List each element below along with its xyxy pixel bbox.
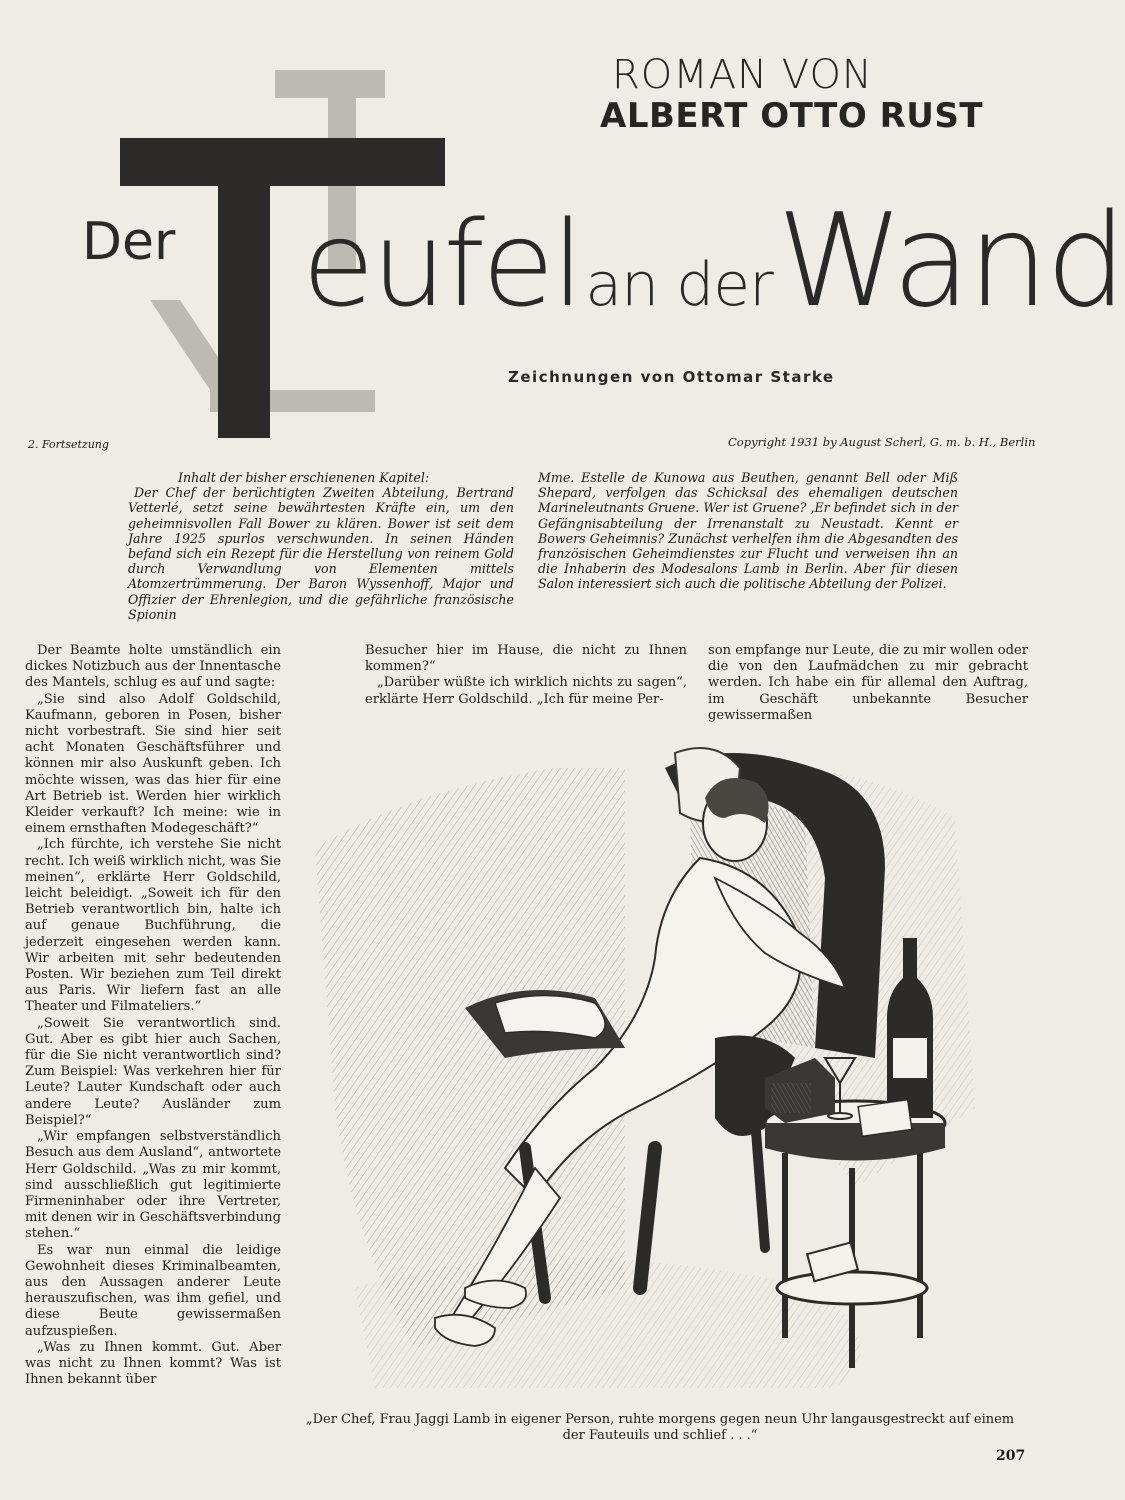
- illustration-caption: „Der Chef, Frau Jaggi Lamb in eigener Person, ruhte morgens gegen neun Uhr langausgestreckt auf einem der Fauteuils und schlief . . .“: [305, 1412, 1015, 1443]
- illustrator-credit: Zeichnungen von Ottomar Starke: [508, 368, 835, 386]
- paragraph: Der Beamte holte umständlich ein dickes Notizbuch aus der Innentasche des Mantels, schlug es auf und sagte:: [25, 643, 281, 691]
- title-rest: [302, 187, 1125, 336]
- summary-left-text: Der Chef der berüchtigten Zweiten Abteilung, Bertrand Vetterlé, setzt seine bewährtesten Kräfte ein, um den geheimnisvollen Fall Bower zu klären. Bower ist seit dem Jahre 1925 spurlos verschwunden. In seinen Händen befand sich ein Rezept für die Herstellung von reinem Gold durch Verwandlung von Elementen mittels Atomzertrümmerung. Der Baron Wyssenhoff, Major und Offizier der Ehrenlegion, und die gefährliche französische Spionin: [128, 485, 514, 622]
- paragraph: „Was zu Ihnen kommt. Gut. Aber was nicht zu Ihnen kommt? Was ist Ihnen bekannt über: [25, 1339, 281, 1388]
- title-an-der: an der: [585, 250, 773, 320]
- body-column-3: [708, 643, 1028, 724]
- paragraph: „Wir empfangen selbstverständlich Besuch aus dem Ausland“, antwortete Herr Goldschild. „Was zu mir kommt, sind ausschließlich gut legitimierte Firmeninhaber oder ihre Vertreter, mit denen wir in Geschäftsverbindung stehen.“: [25, 1129, 281, 1242]
- paragraph: „Soweit Sie verantwortlich sind. Gut. Aber es gibt hier auch Sachen, für die Sie nicht verantwortlich sind? Zum Beispiel: Was verkehren hier für Leute? Lauter Kundschaft oder auch andere Leute? Ausländer zum Beispiel?“: [25, 1015, 281, 1128]
- copyright-notice: Copyright 1931 by August Scherl, G. m. b. H., Berlin: [728, 435, 1036, 449]
- title-eufel: eufel: [302, 195, 582, 333]
- paragraph: Besucher hier im Hause, die nicht zu Ihnen kommen?“: [365, 643, 687, 675]
- paragraph: Es war nun einmal die leidige Gewohnheit dieses Kriminalbeamten, aus den Aussagen anderer Leute herauszufischen, was ihm gefiel, und diese Beute gewissermaßen aufzuspießen.: [25, 1242, 281, 1339]
- author-name: ALBERT OTTO RUST: [600, 96, 984, 136]
- summary-right-text: Mme. Estelle de Kunowa aus Beuthen, genannt Bell oder Miß Shepard, verfolgen das Schicksal des ehemaligen deutschen Marineleutnants Gruene. Wer ist Gruene? ‚Er befindet sich in der Gefängnisabteilung der Irrenanstalt zu Neustadt. Kennt er Bowers Geheimnis? Zunächst verhelfen ihm die Abgesandten des französischen Geheimdienstes zur Flucht und verweisen ihn an die Inhaberin des Modesalons Lamb in Berlin. Aber für diesen Salon interessiert sich auch die politische Abteilung der Polizei.: [538, 470, 958, 592]
- summary-left-column: [128, 470, 514, 622]
- title-der: Der: [82, 212, 176, 272]
- paragraph: son empfange nur Leute, die zu mir wollen oder die von den Laufmädchen zu mir gebracht werden. Ich habe ein für allemal den Auftrag, im Geschäft unbekannte Besucher gewissermaßen: [708, 643, 1028, 723]
- title-wand: Wand: [776, 187, 1125, 336]
- illustration-sleeping-woman: [295, 728, 995, 1408]
- body-column-2: [365, 643, 687, 708]
- paragraph: „Darüber wüßte ich wirklich nichts zu sagen“, erklärte Herr Goldschild. „Ich für meine Per-: [365, 675, 687, 707]
- paragraph: „Ich fürchte, ich verstehe Sie nicht recht. Ich weiß wirklich nicht, was Sie meinen“, erklärte Herr Goldschild, leicht beleidigt. „Soweit ich für den Betrieb verantwortlich bin, halte ich auf genaue Buchführung, die jederzeit eingesehen werden kann. Wir arbeiten mit sehr bedeutenden Posten. Wir beziehen zum Teil direkt aus Paris. Wir liefern fast an alle Theater und Filmateliers.“: [25, 837, 281, 1015]
- body-column-1: [25, 643, 281, 1388]
- paragraph: „Sie sind also Adolf Goldschild, Kaufmann, geboren in Posen, bisher nicht vorbestraft. Sie sind hier seit acht Monaten Geschäftsführer und können mir also Auskunft geben. Ich möchte wissen, was das hier für eine Art Betrieb ist. Werden hier wirklich Kleider verkauft? Ich meine: wie in einem ernsthaften Modegeschäft?“: [25, 691, 281, 837]
- summary-heading: Inhalt der bisher erschienenen Kapitel:: [178, 470, 430, 485]
- installment-label: 2. Fortsetzung: [28, 438, 109, 451]
- page-number: 207: [996, 1448, 1026, 1464]
- roman-von-label: ROMAN VON: [612, 52, 873, 98]
